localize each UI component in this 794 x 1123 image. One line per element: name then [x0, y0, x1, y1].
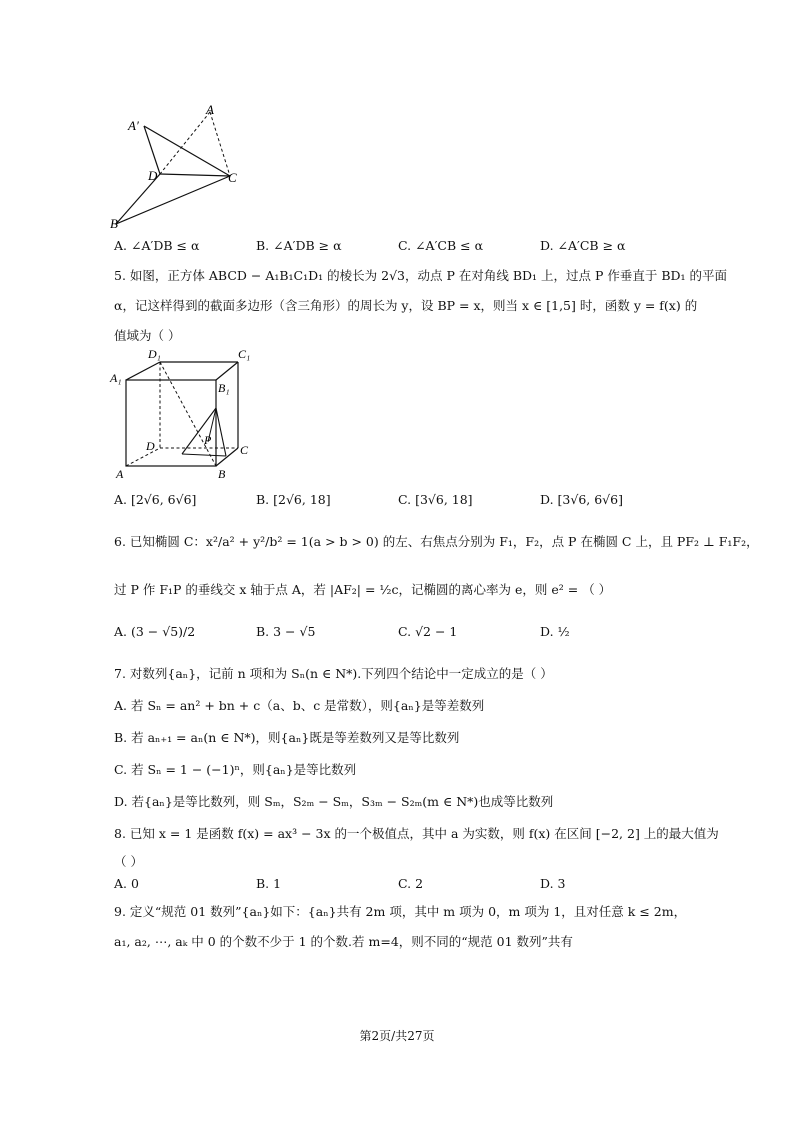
cube-diagonal-D1-B [160, 362, 216, 466]
cube-edge-B1-C1 [216, 362, 238, 380]
q5-option-a[interactable]: A. [2√6, 6√6] [114, 492, 197, 507]
q4-option-c[interactable]: C. ∠A′CB ≤ α [398, 238, 484, 253]
section-line-3 [182, 454, 226, 456]
cube-label-C: C [240, 443, 249, 457]
cube-label-B: B [218, 467, 226, 480]
fold-edge-Aprime-D [144, 126, 160, 174]
q6-option-d[interactable]: D. ½ [540, 624, 570, 639]
page-footer: 第2页/共27页 [359, 1029, 435, 1043]
q6-option-b[interactable]: B. 3 − √5 [256, 624, 316, 639]
label-A-prime: A′ [128, 118, 139, 133]
label-A: A [206, 102, 214, 117]
q4-option-d[interactable]: D. ∠A′CB ≥ α [540, 238, 626, 253]
q8-option-b[interactable]: B. 1 [256, 876, 282, 891]
cube-label-A: A [116, 467, 124, 480]
cube-label-P: P [204, 433, 212, 447]
cube-label-D: D [146, 439, 155, 453]
q7-option-c[interactable]: C. 若 Sₙ = 1 − (−1)ⁿ，则{aₙ}是等比数列 [114, 762, 357, 777]
fold-edge-D-C [160, 174, 230, 176]
q6-stem-line1: 6. 已知椭圆 C：x²/a² + y²/b² = 1(a > b > 0) 的左、右焦点分别为 F₁，F₂，点 P 在椭圆 C 上，且 PF₂ ⊥ F₁F₂， [114, 534, 759, 549]
q8-stem-line1: 8. 已知 x = 1 是函数 f(x) = ax³ − 3x 的一个极值点，其中 a 为实数，则 f(x) 在区间 [−2, 2] 上的最大值为 [114, 826, 719, 841]
q7-option-b[interactable]: B. 若 aₙ₊₁ = aₙ(n ∈ N*)，则{aₙ}既是等差数列又是等比数列 [114, 730, 460, 745]
cube-label-D1: D₁ [148, 347, 161, 361]
q6-stem-line2: 过 P 作 F₁P 的垂线交 x 轴于点 A，若 |AF₂| = ½c，记椭圆的离心率为 e，则 e² = （ ） [114, 582, 612, 597]
cube-figure [108, 346, 258, 480]
q9-stem-line2: a₁, a₂, ⋯, aₖ 中 0 的个数不少于 1 的个数.若 m=4，则不同的“规范 01 数列”共有 [114, 934, 573, 949]
cube-label-A1: A₁ [110, 371, 122, 385]
fold-edge-A-D [160, 112, 210, 174]
q5-option-c[interactable]: C. [3√6, 18] [398, 492, 473, 507]
label-B: B [110, 216, 118, 230]
q5-option-d[interactable]: D. [3√6, 6√6] [540, 492, 623, 507]
cube-edge-B-C [216, 448, 238, 466]
cube-label-C1: C₁ [238, 347, 251, 361]
label-C: C [228, 170, 237, 185]
q7-stem: 7. 对数列{aₙ}，记前 n 项和为 Sₙ(n ∈ N*).下列四个结论中一定成立的是（ ） [114, 666, 553, 681]
q9-stem-line1: 9. 定义“规范 01 数列”{aₙ}如下：{aₙ}共有 2m 项，其中 m 项为 0，m 项为 1，且对任意 k ≤ 2m， [114, 904, 687, 919]
q5-option-b[interactable]: B. [2√6, 18] [256, 492, 331, 507]
q5-stem-line1: 5. 如图，正方体 ABCD − A₁B₁C₁D₁ 的棱长为 2√3，动点 P 在对角线 BD₁ 上，过点 P 作垂直于 BD₁ 的平面 [114, 268, 728, 283]
q4-option-b[interactable]: B. ∠A′DB ≥ α [256, 238, 342, 253]
q6-option-a[interactable]: A. (3 − √5)/2 [114, 624, 196, 639]
q8-option-a[interactable]: A. 0 [114, 876, 139, 891]
q8-option-c[interactable]: C. 2 [398, 876, 424, 891]
q6-option-c[interactable]: C. √2 − 1 [398, 624, 458, 639]
cube-front-face [126, 380, 216, 466]
section-line-2 [216, 408, 226, 456]
cube-edge-A-D [126, 448, 160, 466]
q7-option-d[interactable]: D. 若{aₙ}是等比数列，则 Sₘ，S₂ₘ − Sₘ，S₃ₘ − S₂ₘ(m ∈ N*)也成等比数列 [114, 794, 554, 809]
q5-stem-line2: α，记这样得到的截面多边形（含三角形）的周长为 y，设 BP = x，则当 x ∈ [1,5] 时，函数 y = f(x) 的 [114, 298, 698, 313]
q5-stem-line3: 值域为（ ） [114, 328, 181, 343]
label-D: D [148, 168, 158, 183]
q7-option-a[interactable]: A. 若 Sₙ = an² + bn + c（a、b、c 是常数），则{aₙ}是等差数列 [114, 698, 485, 713]
cube-edge-A1-D1 [126, 362, 160, 380]
fold-figure [108, 100, 248, 230]
fold-edge-B-C [116, 176, 230, 224]
q8-option-d[interactable]: D. 3 [540, 876, 566, 891]
cube-label-B1: B₁ [218, 381, 230, 395]
q4-option-a[interactable]: A. ∠A′DB ≤ α [114, 238, 200, 253]
q8-stem-line2: （ ） [114, 854, 143, 869]
